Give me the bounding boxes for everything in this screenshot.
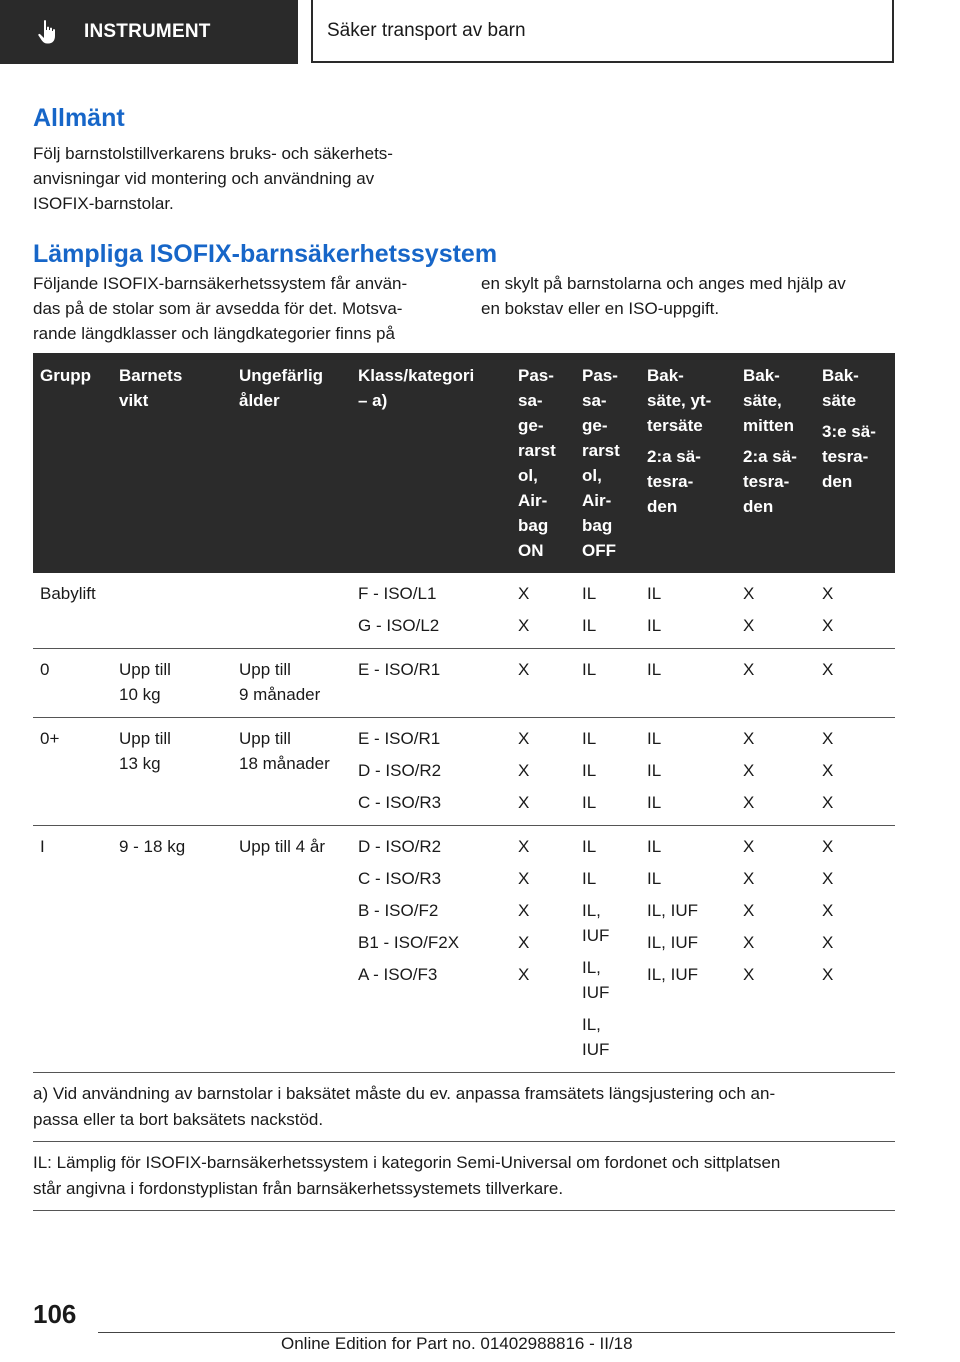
cell-class [351, 573, 511, 649]
cell-value: X [743, 729, 755, 748]
cell-value: IL, IUF [647, 965, 699, 984]
cell-group: 0+ [33, 718, 112, 826]
cell-value: X [743, 761, 755, 780]
general-line: anvisningar vid montering och användning av [33, 169, 375, 188]
suitable-line: en skylt på barnstolarna och anges med hjälp av [481, 274, 846, 293]
table-header-row [33, 353, 895, 573]
cell-value: IL [647, 616, 662, 635]
hand-pointer-icon [36, 19, 62, 45]
column-header-line: Pas- [518, 366, 554, 385]
footnote-line: står angivna i fordonstyplistan från barnsäkerhetssystemets tillverkare. [33, 1179, 564, 1198]
cell-middle [736, 718, 815, 826]
cell-outer [640, 826, 736, 1073]
cell-off [575, 826, 640, 1073]
cell-value: C - ISO/R3 [358, 869, 442, 888]
cell-value: X [822, 793, 834, 812]
general-heading: Allmänt [33, 104, 125, 132]
section-header [311, 0, 894, 63]
cell-class [351, 826, 511, 1073]
column-header [640, 353, 736, 573]
cell-value: X [822, 660, 834, 679]
cell-value: X [743, 901, 755, 920]
column-header-sub-line: den [822, 472, 853, 491]
cell-value: X [518, 761, 530, 780]
footnote-line: passa eller ta bort baksätets nackstöd. [33, 1110, 324, 1129]
column-header [815, 353, 895, 573]
column-header [351, 353, 511, 573]
cell-value: X [518, 660, 530, 679]
column-header-sub-line: tesra- [822, 447, 869, 466]
cell-value: B1 - ISO/F2X [358, 933, 460, 952]
cell-value: Upp till [239, 660, 291, 679]
column-header-sub-line: den [743, 497, 774, 516]
table-row [33, 718, 895, 826]
cell-age [232, 718, 351, 826]
footer-edition: Online Edition for Part no. 01402988816 - II/18 [281, 1334, 633, 1353]
cell-value: X [822, 869, 834, 888]
cell-value: IL [582, 793, 597, 812]
cell-outer [640, 573, 736, 649]
column-header-line: Barnets [119, 366, 183, 385]
column-header-line: rarst [582, 441, 620, 460]
table-footnote [33, 1142, 895, 1211]
cell-value: IL [582, 729, 597, 748]
column-header [232, 353, 351, 573]
suitable-paragraph-right [481, 271, 846, 321]
cell-weight [112, 718, 232, 826]
cell-value: E - ISO/R1 [358, 660, 441, 679]
column-header [511, 353, 575, 573]
cell-value: D - ISO/R2 [358, 761, 442, 780]
cell-value: X [822, 837, 834, 856]
column-header [112, 353, 232, 573]
cell-value: X [822, 584, 834, 603]
cell-value: X [518, 933, 530, 952]
cell-third [815, 826, 895, 1073]
cell-middle [736, 573, 815, 649]
cell-value: X [518, 901, 530, 920]
cell-third [815, 718, 895, 826]
column-header-line: tersäte [647, 416, 703, 435]
cell-third [815, 573, 895, 649]
cell-value: IL, IUF [647, 901, 699, 920]
column-header-line: bag [582, 516, 613, 535]
cell-value: IL, IUF [582, 958, 610, 1002]
cell-group: 0 [33, 649, 112, 718]
cell-value: 10 kg [119, 685, 161, 704]
cell-value: IL [647, 584, 662, 603]
cell-off [575, 649, 640, 718]
cell-class [351, 718, 511, 826]
cell-value: X [743, 793, 755, 812]
cell-value: IL [647, 869, 662, 888]
column-header-line: Klass/kategori [358, 366, 475, 385]
cell-outer [640, 718, 736, 826]
suitable-paragraph-left [33, 271, 407, 346]
cell-middle [736, 826, 815, 1073]
column-header-line: ol, [582, 466, 602, 485]
cell-value: X [822, 761, 834, 780]
cell-value: E - ISO/R1 [358, 729, 441, 748]
cell-value: X [518, 869, 530, 888]
general-line: ISOFIX-barnstolar. [33, 194, 174, 213]
cell-value: IL [647, 729, 662, 748]
table-row [33, 573, 895, 649]
cell-value: IL [582, 869, 597, 888]
column-header [575, 353, 640, 573]
footer-divider [98, 1332, 895, 1333]
cell-value: IL [647, 793, 662, 812]
column-header-line: Bak- [822, 366, 859, 385]
column-header-line: vikt [119, 391, 149, 410]
cell-value: Upp till [119, 729, 171, 748]
column-header-line: rarst [518, 441, 556, 460]
column-header-line: sa- [582, 391, 607, 410]
cell-age [232, 573, 351, 649]
cell-value: 13 kg [119, 754, 161, 773]
cell-value: IL [582, 616, 597, 635]
column-header-line: ON [518, 541, 544, 560]
cell-outer [640, 649, 736, 718]
suitable-line: das på de stolar som är avsedda för det. Motsva- [33, 299, 403, 318]
column-header [33, 353, 112, 573]
cell-value: X [743, 869, 755, 888]
column-header-line: Pas- [582, 366, 618, 385]
cell-value: 9 månader [239, 685, 321, 704]
cell-group: I [33, 826, 112, 1073]
cell-value: X [518, 965, 530, 984]
cell-age [232, 826, 351, 1073]
cell-value: IL [647, 660, 662, 679]
cell-value: 18 månader [239, 754, 330, 773]
general-line: Följ barnstolstillverkarens bruks- och säkerhets- [33, 144, 393, 163]
cell-value: IL [647, 837, 662, 856]
cell-value: Upp till 4 år [239, 837, 325, 856]
column-header-sub [647, 444, 730, 519]
cell-third [815, 649, 895, 718]
cell-weight [112, 649, 232, 718]
cell-value: X [518, 793, 530, 812]
cell-value: F - ISO/L1 [358, 584, 437, 603]
cell-value: X [743, 660, 755, 679]
column-header-line: OFF [582, 541, 616, 560]
cell-value: IL, IUF [647, 933, 699, 952]
column-header-line: ge- [582, 416, 608, 435]
footnote-line: IL: Lämplig för ISOFIX-barnsäkerhetssystem i kategorin Semi-Universal om fordonet och sittplatsen [33, 1153, 781, 1172]
column-header-line: Grupp [40, 366, 91, 385]
column-header-line: bag [518, 516, 549, 535]
cell-value: X [822, 901, 834, 920]
column-header-line: – a) [358, 391, 388, 410]
table-row [33, 826, 895, 1073]
cell-value: Upp till [239, 729, 291, 748]
column-header-sub-line: 2:a sä- [743, 447, 797, 466]
column-header-line: sa- [518, 391, 543, 410]
cell-value: X [743, 965, 755, 984]
column-header-line: mitten [743, 416, 794, 435]
cell-value: X [518, 729, 530, 748]
column-header-sub [743, 444, 809, 519]
cell-value: IL, IUF [582, 901, 610, 945]
cell-weight [112, 826, 232, 1073]
cell-value: IL [582, 584, 597, 603]
cell-on [511, 649, 575, 718]
cell-age [232, 649, 351, 718]
suitable-line: en bokstav eller en ISO-uppgift. [481, 299, 720, 318]
column-header [736, 353, 815, 573]
cell-group: Babylift [33, 573, 112, 649]
column-header-line: Air- [518, 491, 548, 510]
cell-value: A - ISO/F3 [358, 965, 438, 984]
cell-value: IL [647, 761, 662, 780]
column-header-line: säte, yt- [647, 391, 712, 410]
cell-value: 9 - 18 kg [119, 837, 186, 856]
cell-value: X [743, 616, 755, 635]
column-header-line: Ungefärlig [239, 366, 324, 385]
column-header-line: ge- [518, 416, 544, 435]
column-header-line: säte, [743, 391, 782, 410]
cell-off [575, 718, 640, 826]
footnote-line: a) Vid användning av barnstolar i baksätet måste du ev. anpassa framsätets längsjustering och an- [33, 1084, 776, 1103]
cell-value: X [822, 729, 834, 748]
cell-value: IL, IUF [582, 1015, 610, 1059]
cell-value: X [743, 837, 755, 856]
table-row [33, 649, 895, 718]
cell-value: G - ISO/L2 [358, 616, 440, 635]
column-header-sub-line: tesra- [743, 472, 790, 491]
column-header-sub [822, 419, 889, 494]
cell-weight [112, 573, 232, 649]
cell-value: D - ISO/R2 [358, 837, 442, 856]
cell-value: IL [582, 837, 597, 856]
cell-value: X [822, 616, 834, 635]
column-header-sub-line: 3:e sä- [822, 422, 876, 441]
general-paragraph [33, 141, 393, 216]
column-header-sub-line: den [647, 497, 678, 516]
cell-on [511, 718, 575, 826]
table-footnote-row [33, 1073, 895, 1142]
cell-value: Upp till [119, 660, 171, 679]
cell-value: X [743, 584, 755, 603]
cell-value: X [518, 584, 530, 603]
column-header-sub-line: tesra- [647, 472, 694, 491]
column-header-line: Bak- [647, 366, 684, 385]
cell-value: X [743, 933, 755, 952]
column-header-line: Air- [582, 491, 612, 510]
cell-value: B - ISO/F2 [358, 901, 439, 920]
chapter-label: INSTRUMENT [84, 21, 211, 42]
cell-value: X [822, 933, 834, 952]
section-title: Säker transport av barn [327, 19, 526, 41]
cell-on [511, 826, 575, 1073]
chapter-tab[interactable] [0, 0, 298, 64]
cell-value: X [822, 965, 834, 984]
suitable-heading: Lämpliga ISOFIX-barnsäkerhetssystem [33, 240, 498, 268]
column-header-sub-line: 2:a sä- [647, 447, 701, 466]
cell-value: IL [582, 761, 597, 780]
column-header-line: ol, [518, 466, 538, 485]
column-header-line: Bak- [743, 366, 780, 385]
table-footnote [33, 1073, 895, 1142]
column-header-line: säte [822, 391, 857, 410]
cell-value: X [518, 837, 530, 856]
cell-on [511, 573, 575, 649]
cell-value: X [518, 616, 530, 635]
suitable-line: rande längdklasser och längdkategorier finns på [33, 324, 395, 343]
cell-value: C - ISO/R3 [358, 793, 442, 812]
isofix-table [33, 353, 895, 1211]
suitable-line: Följande ISOFIX-barnsäkerhetssystem får använ- [33, 274, 408, 293]
column-header-line: ålder [239, 391, 280, 410]
page-number: 106 [33, 1299, 77, 1329]
cell-value: IL [582, 660, 597, 679]
cell-middle [736, 649, 815, 718]
table-footnote-row [33, 1142, 895, 1211]
cell-class [351, 649, 511, 718]
cell-off [575, 573, 640, 649]
